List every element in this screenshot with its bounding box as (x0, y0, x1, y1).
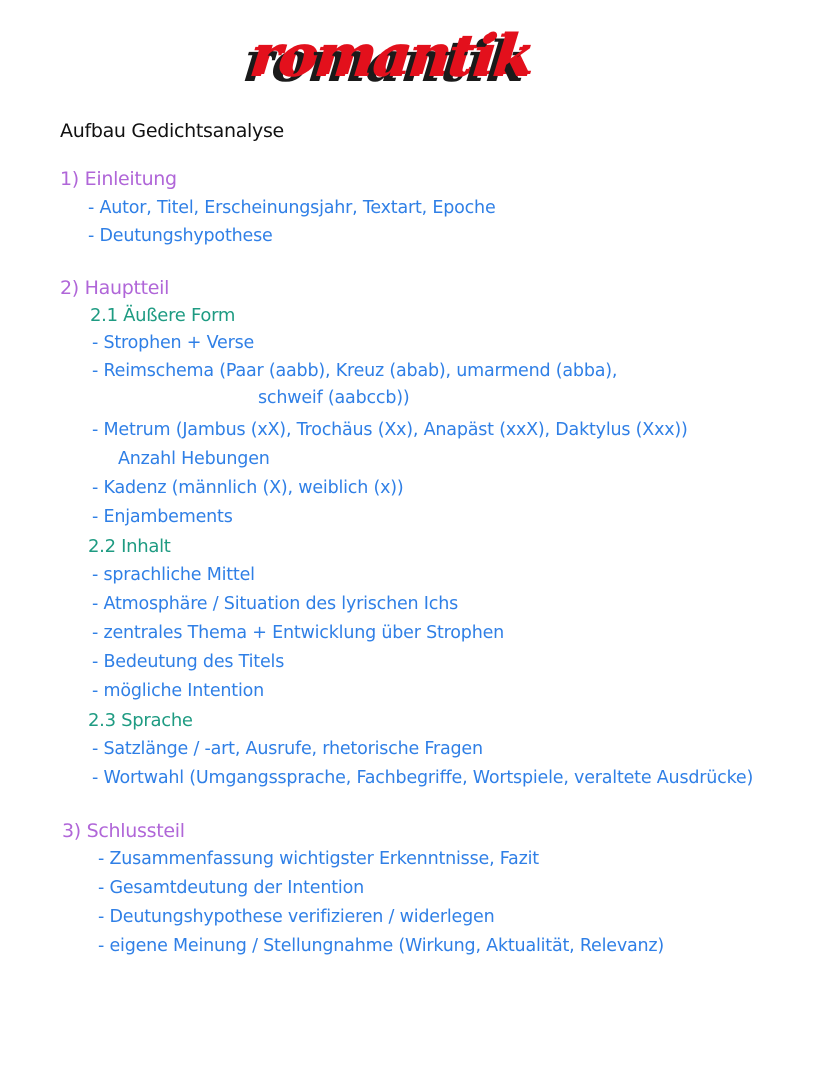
subsection-heading-inhalt: 2.2 Inhalt (88, 536, 171, 557)
list-item: - Enjambements (92, 507, 233, 527)
list-item: - Satzlänge / -art, Ausrufe, rhetorische Fragen (92, 739, 483, 759)
section-heading-hauptteil: 2) Hauptteil (60, 277, 170, 299)
list-item: - Bedeutung des Titels (92, 652, 285, 672)
page-title: romantik (246, 24, 535, 90)
section-heading-einleitung: 1) Einleitung (60, 168, 177, 190)
list-item: - mögliche Intention (92, 681, 264, 701)
list-item-continuation: schweif (aabccb)) (258, 388, 410, 408)
section-heading-schlussteil: 3) Schlussteil (62, 820, 185, 842)
list-item: - Gesamtdeutung der Intention (98, 878, 364, 898)
list-item: - Atmosphäre / Situation des lyrischen Ichs (92, 594, 459, 614)
list-item: - Kadenz (männlich (X), weiblich (x)) (92, 478, 404, 498)
list-item: - Deutungshypothese (88, 226, 273, 246)
list-item: - Zusammenfassung wichtigster Erkenntnisse, Fazit (98, 849, 539, 869)
list-item: - Metrum (Jambus (xX), Trochäus (Xx), Anapäst (xxX), Daktylus (Xxx)) (92, 420, 688, 440)
page-subtitle: Aufbau Gedichtsanalyse (60, 120, 284, 142)
list-item-continuation: Anzahl Hebungen (118, 449, 270, 469)
subsection-heading-sprache: 2.3 Sprache (88, 710, 193, 731)
list-item: - eigene Meinung / Stellungnahme (Wirkung, Aktualität, Relevanz) (98, 936, 665, 956)
list-item: - zentrales Thema + Entwicklung über Strophen (92, 623, 505, 643)
list-item: - Strophen + Verse (92, 333, 255, 353)
list-item: - Wortwahl (Umgangssprache, Fachbegriffe, Wortspiele, veraltete Ausdrücke) (92, 768, 754, 788)
list-item: - Reimschema (Paar (aabb), Kreuz (abab), umarmend (abba), (92, 361, 618, 381)
list-item: - sprachliche Mittel (92, 565, 255, 585)
list-item: - Autor, Titel, Erscheinungsjahr, Textart, Epoche (88, 198, 496, 218)
subsection-heading-aeussere-form: 2.1 Äußere Form (90, 305, 236, 326)
list-item: - Deutungshypothese verifizieren / widerlegen (98, 907, 495, 927)
